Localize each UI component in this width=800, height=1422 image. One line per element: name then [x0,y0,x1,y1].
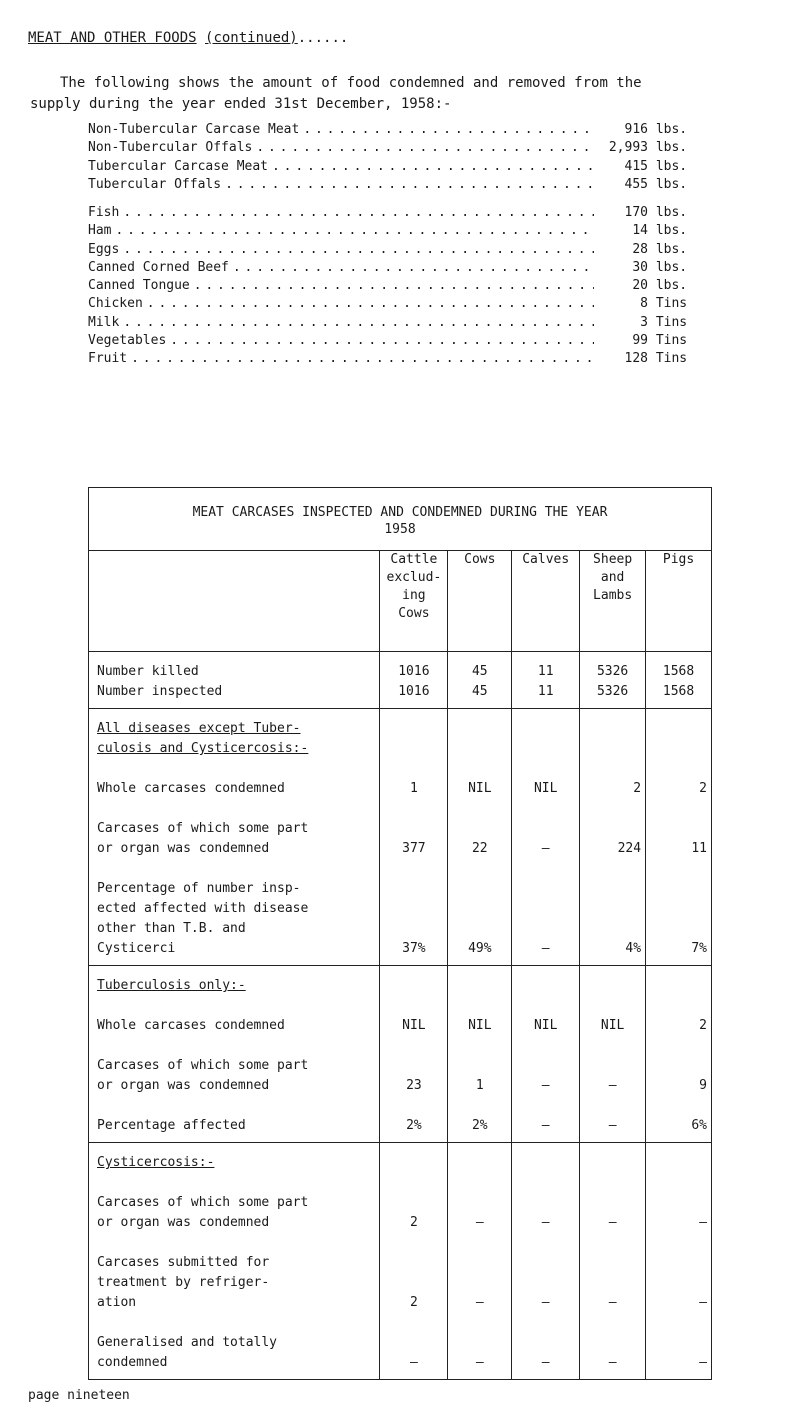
item-label: Eggs [88,241,120,257]
item-label: Milk [88,314,120,330]
column-header-line: Cattle [390,552,438,567]
item-unit: lbs. [655,158,688,174]
section-heading [28,30,348,46]
cell-value: – [541,1078,550,1093]
cell-value: 6% [691,1118,707,1133]
cell-value: – [608,1118,617,1133]
item-value [598,351,708,366]
cell-value: – [409,1355,418,1370]
cell-value: – [475,1355,484,1370]
cysticercosis-pigs [646,1143,712,1380]
item-label: Fish [88,205,120,220]
cell-value: 45 [471,664,488,679]
cell-value: – [475,1215,484,1230]
item-amount: 415 [624,158,648,174]
whole-carcases-label: Whole carcases condemned [97,781,285,796]
item-value [598,122,708,137]
counts-labels [89,652,380,709]
item-unit: Tins [655,351,688,367]
percentage-label-4: Cysticerci [97,941,176,956]
cell-value: 5326 [596,664,629,679]
item-amount: 128 [624,351,648,367]
column-header-cattle [380,551,448,652]
cell-value: 4% [625,941,642,956]
leader-dots [123,242,594,257]
tuberculosis-pigs [646,966,712,1143]
list-item [88,205,708,223]
cysticercosis-row [89,1143,712,1380]
all-diseases-calves [512,709,580,966]
part-carcases-label-2: or organ was condemned [97,841,270,856]
column-header-line: Sheep [593,552,633,567]
cell-value: 2 [409,1295,418,1310]
column-header-sheep-lambs [580,551,646,652]
cyst-refrig-label-3: ation [97,1295,137,1310]
cell-value: 2 [699,1018,707,1033]
intro-line-1: The following shows the amount of food condemned and removed from the [60,75,642,91]
cell-value: 1 [409,781,418,796]
cyst-part-label-1: Carcases of which some part [97,1195,309,1210]
cysticercosis-title: Cysticercosis:- [97,1155,215,1170]
leader-dots [272,159,594,174]
cell-value: 45 [471,684,488,699]
heading-dots: ...... [297,30,349,46]
leader-dots [123,315,594,330]
cell-value: 1016 [398,684,430,699]
cell-value: 2% [471,1118,488,1133]
cell-value: 7% [691,941,707,956]
tb-percentage-label: Percentage affected [97,1118,246,1133]
cell-value: 5326 [596,684,629,699]
item-value [598,159,708,174]
cell-value: 2% [406,1118,422,1133]
cell-value: – [541,841,550,856]
cysticercosis-sheep-lambs [580,1143,646,1380]
percentage-label-2: ected affected with disease [97,901,309,916]
all-diseases-sheep-lambs [580,709,646,966]
all-diseases-pigs [646,709,712,966]
item-label: Chicken [88,296,143,312]
heading-continued: (continued) [205,30,298,46]
list-item [88,223,708,241]
percentage-label-3: other than T.B. and [97,921,246,936]
item-label: Fruit [88,351,128,367]
item-unit: lbs. [655,205,688,220]
item-amount: 30 [632,259,648,275]
cell-value: – [608,1355,617,1370]
page-footer: page nineteen [28,1388,130,1403]
number-killed-label: Number killed [97,664,199,679]
column-header-line: ing [402,588,426,603]
meat-carcases-table [88,487,712,1380]
tb-whole-label: Whole carcases condemned [97,1018,285,1033]
cell-value: – [541,1355,550,1370]
item-label: Non-Tubercular Carcase Meat [88,122,300,137]
item-amount: 28 [632,241,648,257]
column-header-line: Calves [522,552,570,567]
cysticercosis-cows [448,1143,512,1380]
column-header-line: Cows [398,606,430,621]
list-item [88,122,708,140]
table-title-line-2: 1958 [384,522,416,537]
list-item [88,159,708,177]
counts-calves [512,652,580,709]
item-value [598,177,708,192]
intro-paragraph [30,73,780,115]
tuberculosis-row [89,966,712,1143]
tuberculosis-sheep-lambs [580,966,646,1143]
table-title-line-1: MEAT CARCASES INSPECTED AND CONDEMNED DURING THE YEAR [192,505,608,520]
leader-dots [233,260,594,275]
cell-value: NIL [402,1018,426,1033]
cell-value: NIL [533,1018,558,1033]
column-header-line: Cows [464,552,496,567]
tuberculosis-title: Tuberculosis only:- [97,978,246,993]
counts-cows [448,652,512,709]
tuberculosis-cattle [380,966,448,1143]
item-value [598,260,708,275]
cell-value: 1 [475,1078,484,1093]
cell-value: – [699,1215,707,1230]
tuberculosis-cows [448,966,512,1143]
list-item [88,296,708,314]
cell-value: 2 [409,1215,418,1230]
column-header-line: Lambs [593,588,633,603]
counts-pigs [646,652,712,709]
item-value [598,242,708,257]
item-unit: lbs. [655,122,688,137]
cell-value: 2 [633,781,642,796]
cell-value: 224 [617,841,642,856]
cysticercosis-cattle [380,1143,448,1380]
column-header-cows [448,551,512,652]
item-amount: 916 [624,122,648,137]
item-label: Canned Tongue [88,278,190,294]
all-diseases-row [89,709,712,966]
cell-value: 1568 [662,664,695,679]
percentage-label-1: Percentage of number insp- [97,881,301,896]
list-item [88,278,708,296]
cell-value: 11 [537,664,554,679]
item-amount: 170 [624,205,648,220]
cysticercosis-labels [89,1143,380,1380]
cell-value: – [541,941,550,956]
leader-dots [115,223,594,238]
tuberculosis-labels [89,966,380,1143]
cyst-general-label-2: condemned [97,1355,168,1370]
item-amount: 2,993 [608,140,648,156]
column-header-pigs [646,551,712,652]
cell-value: NIL [468,1018,492,1033]
item-amount: 455 [624,176,648,192]
cell-value: – [608,1295,617,1310]
cell-value: NIL [533,781,558,796]
column-header-calves [512,551,580,652]
item-unit: lbs. [655,140,688,156]
item-value [598,296,708,311]
blank-header-cell [89,551,380,652]
cell-value: – [699,1295,707,1310]
list-item [88,315,708,333]
cyst-refrig-label-1: Carcases submitted for [97,1255,270,1270]
cell-value: – [541,1118,550,1133]
list-item [88,333,708,351]
leader-dots [225,177,594,192]
cell-value: NIL [600,1018,625,1033]
item-value [598,205,708,220]
item-value [598,223,708,238]
item-unit: lbs. [655,259,688,275]
cell-value: – [541,1215,550,1230]
item-value [598,278,708,293]
all-diseases-labels [89,709,380,966]
item-label: Tubercular Offals [88,176,222,192]
cell-value: 11 [537,684,554,699]
item-unit: lbs. [655,278,688,294]
item-unit: Tins [655,296,688,312]
cell-value: 49% [468,941,492,956]
leader-dots [303,122,594,137]
cell-value: – [608,1215,617,1230]
number-inspected-label: Number inspected [97,684,223,699]
leader-dots [147,296,594,311]
item-label: Tubercular Carcase Meat [88,158,269,174]
leader-dots [194,278,594,293]
item-amount: 14 [632,223,648,239]
list-item [88,351,708,369]
item-label: Canned Corned Beef [88,259,229,275]
cell-value: – [475,1295,484,1310]
table-title [89,488,712,551]
item-value [598,333,708,348]
table-title-row [89,488,712,551]
cell-value: 1568 [662,684,695,699]
cell-value: 9 [699,1078,707,1093]
all-diseases-title-1: All diseases except Tuber- [97,721,301,736]
counts-row [89,652,712,709]
heading-main: MEAT AND OTHER FOODS [28,30,197,46]
all-diseases-title-2: culosis and Cysticercosis:- [97,741,309,756]
counts-sheep-lambs [580,652,646,709]
item-unit: lbs. [655,176,688,192]
item-unit: Tins [655,333,688,349]
leader-dots [131,351,594,366]
item-value [598,140,708,155]
part-carcases-label-1: Carcases of which some part [97,821,309,836]
column-header-line: Pigs [662,552,695,567]
item-amount: 8 [640,296,648,312]
tb-part-label-2: or organ was condemned [97,1078,270,1093]
column-header-line: exclud- [386,570,442,585]
item-unit: Tins [655,314,688,330]
cell-value: 23 [406,1078,422,1093]
cysticercosis-calves [512,1143,580,1380]
cell-value: 22 [471,841,488,856]
column-header-line: and [600,570,625,585]
item-amount: 99 [632,333,648,349]
cell-value: 11 [691,841,707,856]
list-item [88,260,708,278]
item-label: Non-Tubercular Offals [88,140,253,156]
all-diseases-cows [448,709,512,966]
leader-dots [256,140,594,155]
cell-value: – [699,1355,707,1370]
item-unit: lbs. [655,241,688,257]
cell-value: NIL [468,781,492,796]
item-amount: 20 [632,278,648,294]
cell-value: 2 [699,781,707,796]
counts-cattle [380,652,448,709]
meat-condemned-list [88,122,708,195]
column-header-row [89,551,712,652]
other-foods-condemned-list [88,205,708,370]
intro-line-2: supply during the year ended 31st December, 1958:- [30,96,452,112]
cell-value: – [541,1295,550,1310]
tuberculosis-calves [512,966,580,1143]
item-label: Ham [88,223,112,239]
list-item [88,140,708,158]
cyst-refrig-label-2: treatment by refriger- [97,1275,270,1290]
cell-value: 37% [402,941,426,956]
all-diseases-cattle [380,709,448,966]
item-value [598,315,708,330]
leader-dots [123,205,594,220]
list-item [88,242,708,260]
tb-part-label-1: Carcases of which some part [97,1058,309,1073]
cell-value: 1016 [398,664,430,679]
item-amount: 3 [640,314,648,330]
cell-value: 377 [402,841,426,856]
cell-value: – [608,1078,617,1093]
leader-dots [170,333,594,348]
item-unit: lbs. [655,223,688,239]
cyst-general-label-1: Generalised and totally [97,1335,278,1350]
item-label: Vegetables [88,333,167,349]
list-item [88,177,708,195]
cyst-part-label-2: or organ was condemned [97,1215,270,1230]
